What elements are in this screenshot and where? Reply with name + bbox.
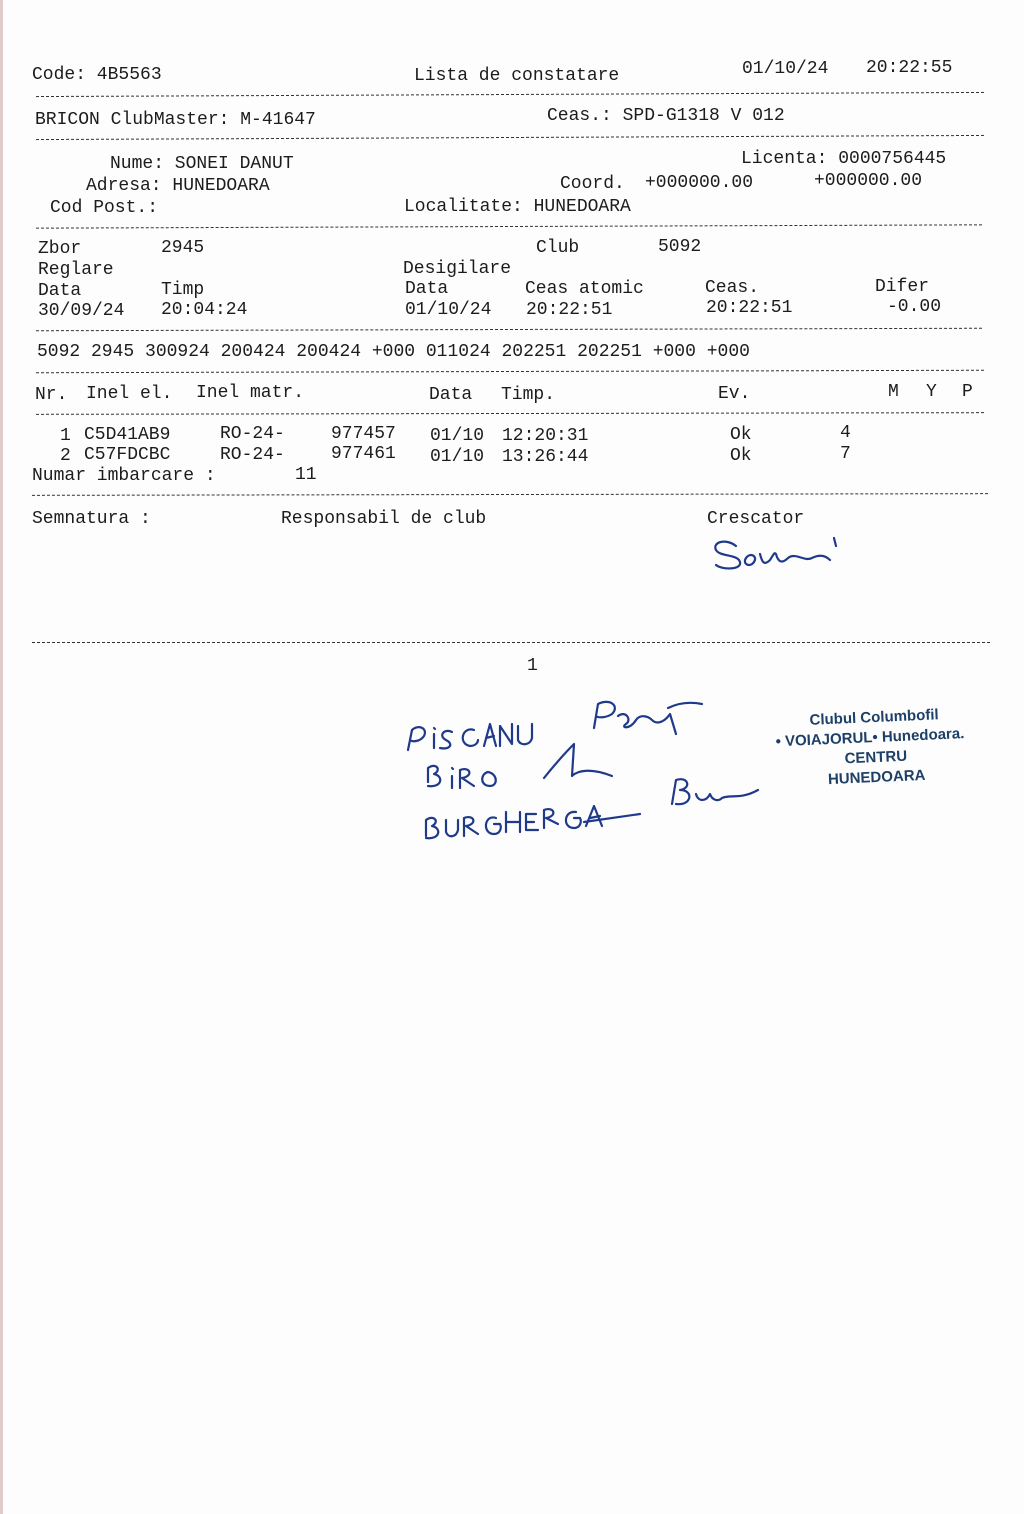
header-time: 20:22:55 xyxy=(866,58,953,78)
row-event: Ok xyxy=(730,425,752,445)
stamp-line: • VOIAJORUL• Hunedoara. xyxy=(775,725,965,751)
page-number: 1 xyxy=(527,656,538,676)
stamp-line: HUNEDOARA xyxy=(827,766,926,789)
divider xyxy=(32,493,988,496)
setting-time: 20:04:24 xyxy=(161,300,248,320)
unsealing-heading: Desigilare xyxy=(403,259,512,279)
basketing-count: 11 xyxy=(295,465,317,485)
row-m: 7 xyxy=(840,444,851,464)
unsealing-date-label: Data xyxy=(405,279,449,299)
license-number: Licenta: 0000756445 xyxy=(741,149,947,169)
page-edge xyxy=(0,0,3,1514)
document-title: Lista de constatare xyxy=(414,66,620,86)
stamp-line: Clubul Columbofil xyxy=(809,706,939,729)
basketing-count-label: Numar imbarcare : xyxy=(32,466,216,486)
difference-label: Difer xyxy=(875,277,930,297)
club-stamp xyxy=(775,704,966,792)
divider xyxy=(36,412,984,415)
col-nr: Nr. xyxy=(35,385,68,405)
handwritten-signatures xyxy=(400,690,770,850)
record-code: Code: 4B5563 xyxy=(32,65,162,85)
setting-date: 30/09/24 xyxy=(38,301,125,321)
breeder-label: Crescator xyxy=(707,509,805,529)
divider xyxy=(36,224,982,228)
divider xyxy=(36,92,984,97)
club-number: 5092 xyxy=(658,237,702,257)
unsealing-date: 01/10/24 xyxy=(405,300,492,320)
breeder-signature xyxy=(708,532,843,577)
row-event: Ok xyxy=(730,446,752,466)
row-inel-el: C5D41AB9 xyxy=(84,425,171,445)
row-ring-number: 977457 xyxy=(331,424,396,444)
atomic-clock-label: Ceas atomic xyxy=(525,279,644,299)
clock-time: 20:22:51 xyxy=(706,298,793,318)
divider xyxy=(36,328,982,331)
locality: Localitate: HUNEDOARA xyxy=(404,197,631,217)
coord-y: +000000.00 xyxy=(814,171,923,191)
clock-id: Ceas.: SPD-G1318 V 012 xyxy=(547,106,785,126)
row-nr: 2 xyxy=(60,446,71,466)
row-nr: 1 xyxy=(60,426,71,446)
row-inel-el: C57FDCBC xyxy=(84,445,171,465)
atomic-clock-time: 20:22:51 xyxy=(526,300,613,320)
row-ring-prefix: RO-24- xyxy=(220,445,285,465)
divider xyxy=(36,135,984,140)
row-time: 12:20:31 xyxy=(502,426,589,446)
club-label: Club xyxy=(536,238,580,258)
row-m: 4 xyxy=(840,423,851,443)
setting-heading: Reglare xyxy=(38,260,114,280)
row-ring-number: 977461 xyxy=(331,444,396,464)
col-data: Data xyxy=(429,385,473,405)
flight-label: Zbor xyxy=(38,239,82,259)
difference-value: -0.00 xyxy=(887,297,942,317)
code-line: 5092 2945 300924 200424 200424 +000 011024 202251 202251 +000 +000 xyxy=(37,342,750,362)
signature-label: Semnatura : xyxy=(32,509,151,529)
divider xyxy=(36,370,984,373)
setting-time-label: Timp xyxy=(161,280,205,300)
row-date: 01/10 xyxy=(430,447,485,467)
col-inel-el: Inel el. xyxy=(86,384,173,404)
coord-x: +000000.00 xyxy=(645,173,754,193)
flight-number: 2945 xyxy=(161,238,205,258)
col-timp: Timp. xyxy=(501,385,556,405)
owner-name: Nume: SONEI DANUT xyxy=(110,154,294,174)
col-inel-matr: Inel matr. xyxy=(196,383,305,403)
col-m: M xyxy=(888,382,899,402)
row-ring-prefix: RO-24- xyxy=(220,424,285,444)
clock-label: Ceas. xyxy=(705,278,760,298)
clubmaster-id: BRICON ClubMaster: M-41647 xyxy=(35,110,316,130)
club-responsible-label: Responsabil de club xyxy=(281,509,487,529)
header-date: 01/10/24 xyxy=(742,59,829,79)
setting-date-label: Data xyxy=(38,281,82,301)
col-p: P xyxy=(962,382,973,402)
col-y: Y xyxy=(926,382,937,402)
divider xyxy=(32,642,990,643)
row-time: 13:26:44 xyxy=(502,447,589,467)
col-ev: Ev. xyxy=(718,384,751,404)
coord-label: Coord. xyxy=(560,174,625,194)
postal-code-label: Cod Post.: xyxy=(50,198,159,218)
owner-address: Adresa: HUNEDOARA xyxy=(86,176,270,196)
stamp-line: CENTRU xyxy=(844,747,908,768)
row-date: 01/10 xyxy=(430,426,485,446)
